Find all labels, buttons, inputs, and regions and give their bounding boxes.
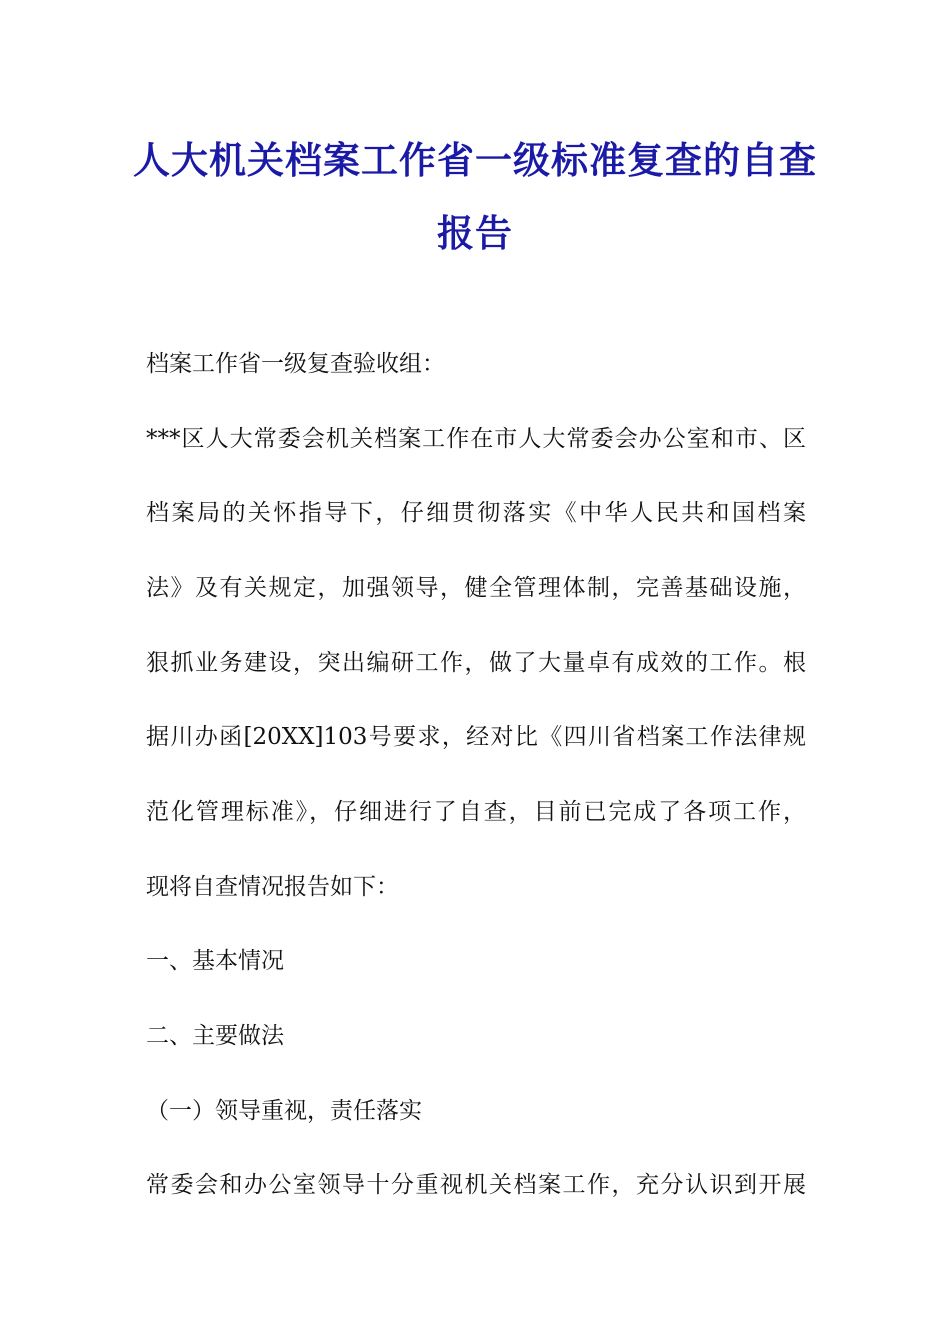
body-line: 现将自查情况报告如下： — [146, 874, 399, 900]
section-heading-2: 二、主要做法 — [146, 1023, 284, 1049]
body-line: 档案局的关怀指导下，仔细贯彻落实《中华人民共和国档案 — [146, 500, 806, 526]
body-line: 常委会和办公室领导十分重视机关档案工作，充分认识到开展 — [146, 1172, 806, 1198]
body-line: 狠抓业务建设，突出编研工作，做了大量卓有成效的工作。根 — [146, 650, 806, 676]
section-heading-1: 一、基本情况 — [146, 948, 284, 974]
salutation: 档案工作省一级复查验收组： — [146, 351, 445, 377]
subsection-heading: （一）领导重视，责任落实 — [146, 1098, 422, 1124]
document-title-line-2: 报告 — [437, 212, 513, 255]
document-title-line-1: 人大机关档案工作省一级标准复查的自查 — [133, 139, 817, 182]
body-line: 范化管理标准》，仔细进行了自查，目前已完成了各项工作， — [146, 799, 806, 825]
body-line: ***区人大常委会机关档案工作在市人大常委会办公室和市、区 — [146, 426, 806, 452]
body-line: 法》及有关规定，加强领导，健全管理体制，完善基础设施， — [146, 575, 806, 601]
body-line: 据川办函[20XX]103号要求，经对比《四川省档案工作法律规 — [146, 724, 806, 750]
